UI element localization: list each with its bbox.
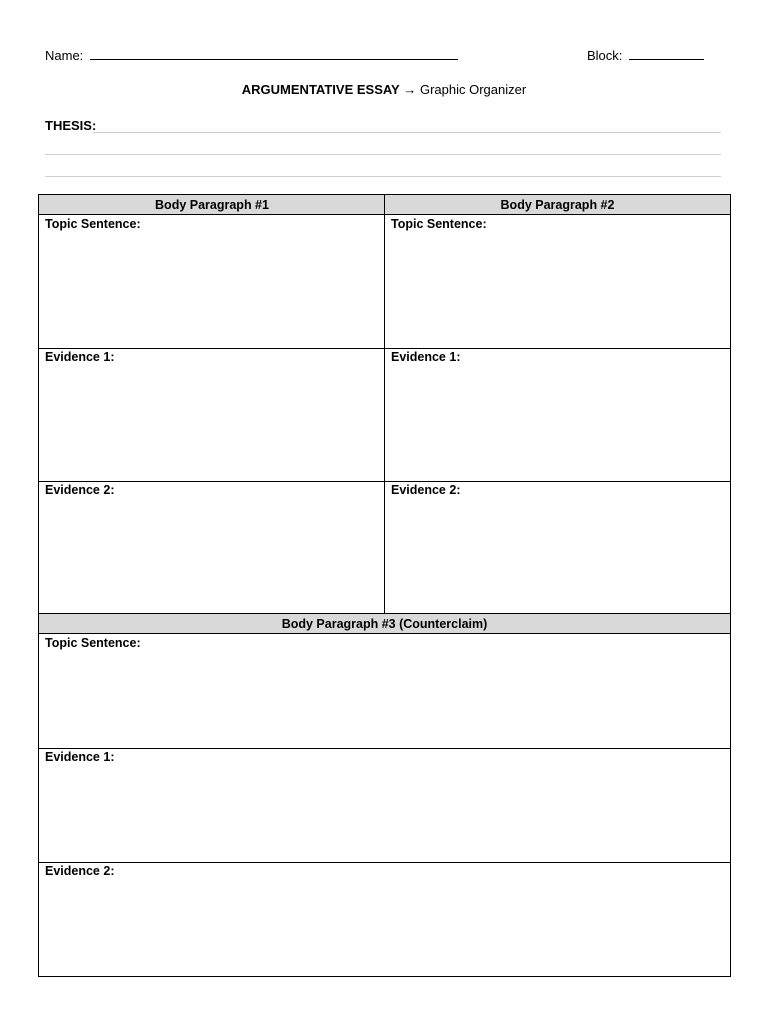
body2-topic-label: Topic Sentence: [391,217,487,231]
row-divider [39,481,730,482]
body-paragraph-3-header: Body Paragraph #3 (Counterclaim) [39,614,730,634]
block-field[interactable] [587,48,704,63]
thesis-line-3[interactable] [45,176,721,177]
title-rest: Graphic Organizer [419,82,527,97]
arrow-right-icon: → [403,82,417,97]
body3-evidence2-label: Evidence 2: [45,864,115,878]
row-divider [39,862,730,863]
row-divider [39,613,730,614]
row-divider [39,348,730,349]
body3-topic-cell[interactable] [39,634,730,748]
thesis-label: THESIS: [45,118,97,133]
row-divider [39,633,730,634]
row-divider [39,748,730,749]
page-title [0,82,768,97]
block-blank-line[interactable] [629,48,704,60]
body1-evidence2-cell[interactable] [39,481,384,614]
title-bold: ARGUMENTATIVE ESSAY [241,82,400,97]
body2-evidence2-label: Evidence 2: [391,483,461,497]
body1-topic-cell[interactable] [39,215,384,348]
body2-evidence1-label: Evidence 1: [391,350,461,364]
body1-evidence1-label: Evidence 1: [45,350,115,364]
body2-evidence2-cell[interactable] [385,481,730,614]
body1-topic-label: Topic Sentence: [45,217,141,231]
block-label: Block: [587,48,623,63]
row-divider [39,214,730,215]
thesis-line-1[interactable] [93,132,721,133]
body1-evidence1-cell[interactable] [39,348,384,481]
organizer-table [38,194,731,977]
name-label: Name: [45,48,84,63]
thesis-line-2[interactable] [45,154,721,155]
name-blank-line[interactable] [90,48,458,60]
body-paragraph-2-header: Body Paragraph #2 [385,195,730,215]
body3-topic-label: Topic Sentence: [45,636,141,650]
column-divider [384,195,385,614]
body2-evidence1-cell[interactable] [385,348,730,481]
body3-evidence2-cell[interactable] [39,862,730,976]
body3-evidence1-label: Evidence 1: [45,750,115,764]
body-paragraph-1-header: Body Paragraph #1 [39,195,385,215]
body3-evidence1-cell[interactable] [39,748,730,862]
body2-topic-cell[interactable] [385,215,730,348]
body1-evidence2-label: Evidence 2: [45,483,115,497]
name-field[interactable] [45,48,458,63]
